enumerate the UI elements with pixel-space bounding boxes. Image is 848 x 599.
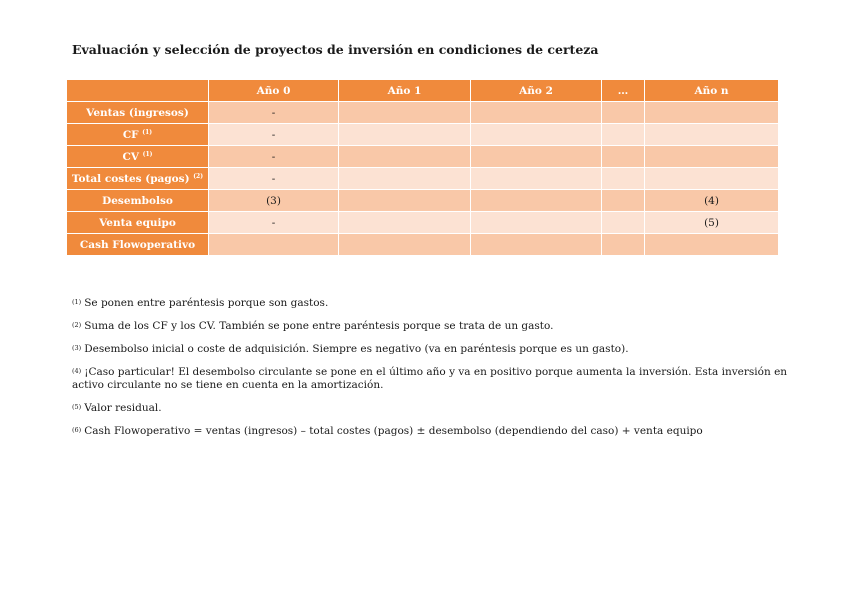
table-header-row bbox=[67, 80, 779, 102]
table-cell bbox=[602, 168, 645, 190]
row-label-text: Venta equipo bbox=[99, 216, 176, 229]
table-cell: (3) bbox=[209, 190, 339, 212]
header-ellipsis: … bbox=[602, 80, 645, 102]
row-label-text: CV bbox=[122, 150, 139, 163]
table-cell: - bbox=[209, 168, 339, 190]
table-cell: (5) bbox=[645, 212, 779, 234]
table-cell bbox=[471, 212, 602, 234]
row-label bbox=[67, 168, 209, 190]
row-label bbox=[67, 234, 209, 256]
row-label bbox=[67, 124, 209, 146]
footnote-number: (2) bbox=[72, 321, 82, 329]
page-title: Evaluación y selección de proyectos de inversión en condiciones de certeza bbox=[72, 42, 599, 57]
row-label-sup: (1) bbox=[142, 150, 153, 158]
table-row bbox=[67, 124, 779, 146]
table-cell bbox=[209, 234, 339, 256]
table-cell: - bbox=[209, 102, 339, 124]
table-cell bbox=[602, 124, 645, 146]
table-row bbox=[67, 212, 779, 234]
table-cell bbox=[602, 212, 645, 234]
table-cell bbox=[339, 102, 471, 124]
table-cell: - bbox=[209, 212, 339, 234]
table-cell bbox=[339, 168, 471, 190]
table-cell bbox=[645, 168, 779, 190]
table-cell bbox=[339, 212, 471, 234]
row-label-sup: (2) bbox=[193, 172, 204, 180]
table-cell: - bbox=[209, 146, 339, 168]
table-cell: - bbox=[209, 124, 339, 146]
footnote-number: (5) bbox=[72, 403, 82, 411]
header-corner bbox=[67, 80, 209, 102]
footnotes bbox=[72, 296, 788, 447]
table-cell bbox=[471, 234, 602, 256]
table-cell bbox=[602, 102, 645, 124]
header-year-1: Año 1 bbox=[339, 80, 471, 102]
footnote-number: (1) bbox=[72, 298, 82, 306]
table-cell bbox=[602, 146, 645, 168]
table-cell bbox=[339, 234, 471, 256]
footnote-number: (4) bbox=[72, 367, 82, 375]
table-cell bbox=[645, 124, 779, 146]
table-cell bbox=[645, 146, 779, 168]
table-cell: (4) bbox=[645, 190, 779, 212]
table-cell bbox=[339, 146, 471, 168]
footnote-text: Cash Flowoperativo = ventas (ingresos) – total costes (pagos) ± desembolso (dependiendo del caso) + venta equipo bbox=[84, 425, 703, 437]
footnote bbox=[72, 401, 788, 415]
table-cell bbox=[471, 124, 602, 146]
header-year-2: Año 2 bbox=[471, 80, 602, 102]
row-label-sup: (1) bbox=[142, 128, 153, 136]
row-label-text: Cash Flowoperativo bbox=[79, 238, 196, 251]
footnote bbox=[72, 342, 788, 356]
header-year-n: Año n bbox=[645, 80, 779, 102]
footnote bbox=[72, 365, 788, 392]
footnote bbox=[72, 296, 788, 310]
header-year-0: Año 0 bbox=[209, 80, 339, 102]
cash-flow-table bbox=[66, 79, 779, 256]
row-label bbox=[67, 190, 209, 212]
footnote-text: Se ponen entre paréntesis porque son gastos. bbox=[84, 297, 329, 309]
table-row bbox=[67, 190, 779, 212]
table-cell bbox=[471, 190, 602, 212]
footnote bbox=[72, 319, 788, 333]
table-row bbox=[67, 102, 779, 124]
table-cell bbox=[471, 146, 602, 168]
table-row bbox=[67, 234, 779, 256]
table-cell bbox=[471, 168, 602, 190]
table-cell bbox=[602, 190, 645, 212]
table-cell bbox=[645, 102, 779, 124]
footnote-text: ¡Caso particular! El desembolso circulante se pone en el último año y va en positivo porque aumenta la inversión. Esta inversión en activo circulante no se tiene en cuenta en la amortización. bbox=[72, 366, 788, 391]
row-label-text: Desembolso bbox=[102, 194, 173, 207]
footnote-text: Valor residual. bbox=[84, 402, 162, 414]
table-cell bbox=[339, 124, 471, 146]
row-label bbox=[67, 102, 209, 124]
row-label bbox=[67, 212, 209, 234]
footnote bbox=[72, 424, 788, 438]
footnote-text: Suma de los CF y los CV. También se pone entre paréntesis porque se trata de un gasto. bbox=[84, 320, 554, 332]
table-row bbox=[67, 146, 779, 168]
footnote-number: (3) bbox=[72, 344, 82, 352]
row-label-text: CF bbox=[122, 128, 139, 141]
row-label-text: Total costes (pagos) bbox=[71, 172, 190, 185]
table-row bbox=[67, 168, 779, 190]
table-cell bbox=[339, 190, 471, 212]
footnote-text: Desembolso inicial o coste de adquisición. Siempre es negativo (va en paréntesis porque es un gasto). bbox=[84, 343, 629, 355]
row-label bbox=[67, 146, 209, 168]
table-cell bbox=[471, 102, 602, 124]
table-cell bbox=[602, 234, 645, 256]
footnote-number: (6) bbox=[72, 426, 82, 434]
table-cell bbox=[645, 234, 779, 256]
row-label-text: Ventas (ingresos) bbox=[86, 106, 189, 119]
